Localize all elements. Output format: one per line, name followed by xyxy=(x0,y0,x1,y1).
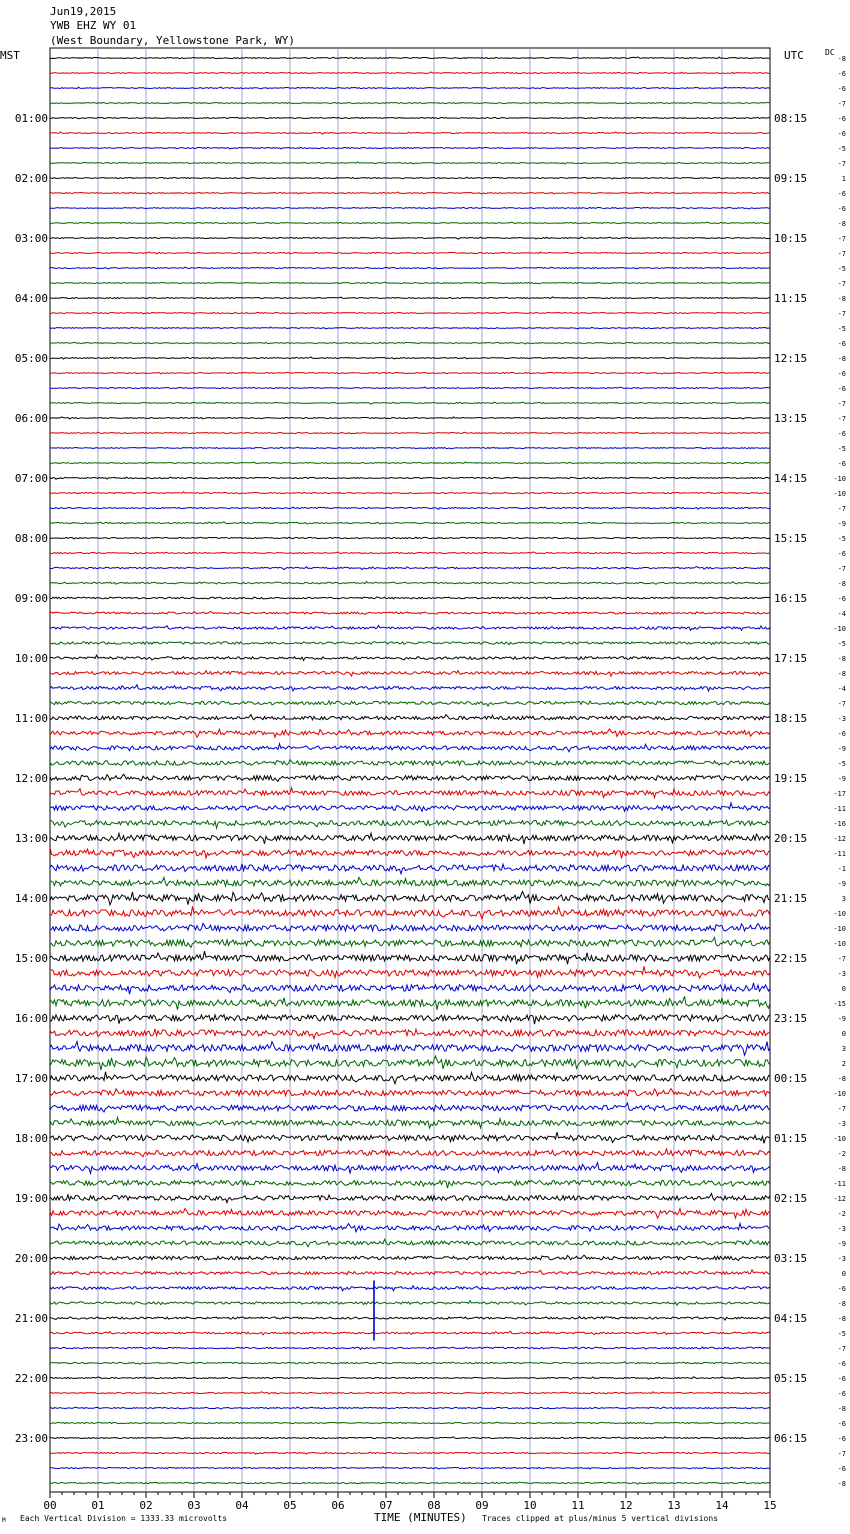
mst-hour-label: 15:00 xyxy=(14,952,48,965)
seismic-trace xyxy=(50,966,770,978)
mst-hour-label: 17:00 xyxy=(14,1072,48,1085)
seismic-trace xyxy=(50,117,770,118)
seismic-trace xyxy=(50,923,770,931)
dc-offset-value: 3 xyxy=(841,1045,846,1053)
x-tick-label: 13 xyxy=(667,1499,681,1512)
dc-offset-value: -8 xyxy=(837,355,846,363)
dc-offset-value: -8 xyxy=(837,1315,846,1323)
dc-offset-value: -6 xyxy=(837,85,846,93)
dc-offset-value: -10 xyxy=(833,1135,846,1143)
x-tick-label: 15 xyxy=(763,1499,777,1512)
seismic-trace xyxy=(50,1347,770,1350)
seismic-trace xyxy=(50,462,770,464)
seismic-trace xyxy=(50,1132,770,1143)
seismic-trace xyxy=(50,72,770,74)
utc-hour-label: 08:15 xyxy=(774,112,808,125)
seismic-trace xyxy=(50,951,770,964)
dc-offset-value: -8 xyxy=(837,1480,846,1488)
seismic-trace xyxy=(50,537,770,539)
mst-hour-label: 09:00 xyxy=(14,592,48,605)
x-tick-label: 03 xyxy=(187,1499,201,1512)
seismic-trace xyxy=(50,877,770,886)
mst-hour-label: 13:00 xyxy=(14,832,48,845)
dc-offset-value: -6 xyxy=(837,550,846,558)
dc-offset-value: -9 xyxy=(837,1240,846,1248)
dc-offset-value: -11 xyxy=(833,1180,846,1188)
seismic-trace xyxy=(50,642,770,645)
seismic-trace xyxy=(50,715,770,720)
x-tick-label: 06 xyxy=(331,1499,345,1512)
dc-offset-value: -7 xyxy=(837,235,846,243)
dc-offset-value: -6 xyxy=(837,1375,846,1383)
dc-offset-value: -6 xyxy=(837,1360,846,1368)
dc-offset-value: 3 xyxy=(841,895,846,903)
x-tick-label: 05 xyxy=(283,1499,297,1512)
seismic-trace xyxy=(50,177,770,179)
seismic-trace xyxy=(50,1467,770,1469)
seismic-trace xyxy=(50,552,770,554)
seismic-trace xyxy=(50,387,770,388)
seismic-trace xyxy=(50,192,770,194)
utc-hour-label: 14:15 xyxy=(774,472,808,485)
seismic-trace xyxy=(50,803,770,812)
dc-offset-value: 1 xyxy=(841,175,846,183)
seismic-trace xyxy=(50,237,770,239)
dc-offset-value: -3 xyxy=(837,1255,846,1263)
mst-hour-label: 20:00 xyxy=(14,1252,48,1265)
seismic-trace xyxy=(50,507,770,509)
seismic-trace xyxy=(50,312,770,314)
dc-offset-value: -6 xyxy=(837,115,846,123)
mst-hour-label: 10:00 xyxy=(14,652,48,665)
seismic-trace xyxy=(50,402,770,404)
utc-hour-label: 21:15 xyxy=(774,892,808,905)
mst-hour-label: 06:00 xyxy=(14,412,48,425)
seismic-trace xyxy=(50,612,770,615)
x-tick-label: 11 xyxy=(571,1499,585,1512)
mst-hour-label: 19:00 xyxy=(14,1192,48,1205)
dc-offset-value: -6 xyxy=(837,1465,846,1473)
seismic-trace xyxy=(50,1223,770,1231)
seismic-trace xyxy=(50,1392,770,1394)
mst-hour-label: 05:00 xyxy=(14,352,48,365)
corner-mark: M xyxy=(2,1517,6,1524)
seismic-trace xyxy=(50,567,770,570)
seismic-trace xyxy=(50,1149,770,1157)
seismic-trace xyxy=(50,103,770,104)
seismic-trace xyxy=(50,342,770,344)
seismic-trace xyxy=(50,372,770,374)
dc-offset-value: -7 xyxy=(837,310,846,318)
dc-offset-value: -8 xyxy=(837,580,846,588)
seismic-trace xyxy=(50,1286,770,1291)
dc-offset-value: -6 xyxy=(837,595,846,603)
seismic-trace xyxy=(50,625,770,630)
mst-hour-label: 02:00 xyxy=(14,172,48,185)
seismic-trace xyxy=(50,1117,770,1128)
dc-offset-value: -9 xyxy=(837,745,846,753)
seismic-trace xyxy=(50,1377,770,1379)
seismic-trace xyxy=(50,1056,770,1070)
dc-offset-value: -6 xyxy=(837,190,846,198)
seismic-trace xyxy=(50,906,770,919)
x-tick-label: 12 xyxy=(619,1499,633,1512)
seismic-trace xyxy=(50,864,770,874)
clip-note: Traces clipped at plus/minus 5 vertical divisions xyxy=(482,1514,719,1523)
utc-hour-label: 04:15 xyxy=(774,1312,808,1325)
dc-offset-value: -7 xyxy=(837,280,846,288)
mst-hour-label: 12:00 xyxy=(14,772,48,785)
dc-offset-value: -5 xyxy=(837,760,846,768)
dc-offset-value: -6 xyxy=(837,205,846,213)
seismic-trace xyxy=(50,847,770,858)
mst-hour-label: 11:00 xyxy=(14,712,48,725)
seismic-trace xyxy=(50,162,770,164)
dc-offset-value: -9 xyxy=(837,520,846,528)
seismic-trace xyxy=(50,1042,770,1056)
seismic-trace xyxy=(50,1072,770,1084)
seismic-trace xyxy=(50,1255,770,1260)
seismic-trace xyxy=(50,1270,770,1275)
dc-offset-value: -11 xyxy=(833,805,846,813)
dc-offset-value: -5 xyxy=(837,145,846,153)
dc-offset-value: 0 xyxy=(841,985,846,993)
mst-hour-label: 22:00 xyxy=(14,1372,48,1385)
chart-date: Jun19,2015 xyxy=(50,5,117,18)
dc-offset-value: -7 xyxy=(837,505,846,513)
dc-offset-value: -10 xyxy=(833,940,846,948)
dc-offset-value: -7 xyxy=(837,160,846,168)
dc-offset-value: -8 xyxy=(837,220,846,228)
seismic-trace xyxy=(50,701,770,706)
seismic-trace xyxy=(50,597,770,599)
seismic-trace xyxy=(50,357,770,359)
seismic-trace xyxy=(50,1301,770,1306)
seismic-trace xyxy=(50,222,770,223)
seismic-trace xyxy=(50,1452,770,1454)
dc-offset-value: -12 xyxy=(833,835,846,843)
dc-offset-value: -3 xyxy=(837,1225,846,1233)
dc-offset-value: -6 xyxy=(837,370,846,378)
seismic-trace xyxy=(50,522,770,524)
seismic-trace xyxy=(50,417,770,419)
x-tick-label: 00 xyxy=(43,1499,57,1512)
seismic-trace xyxy=(50,327,770,329)
seismic-trace xyxy=(50,1194,770,1203)
utc-hour-label: 01:15 xyxy=(774,1132,808,1145)
utc-hour-label: 16:15 xyxy=(774,592,808,605)
dc-offset-value: -8 xyxy=(837,1405,846,1413)
seismic-trace xyxy=(50,892,770,905)
utc-hour-label: 11:15 xyxy=(774,292,808,305)
dc-offset-value: 0 xyxy=(841,1030,846,1038)
dc-offset-value: -11 xyxy=(833,850,846,858)
seismic-trace xyxy=(50,147,770,149)
x-tick-label: 14 xyxy=(715,1499,729,1512)
x-tick-label: 10 xyxy=(523,1499,537,1512)
dc-offset-value: -6 xyxy=(837,340,846,348)
dc-offset-value: -5 xyxy=(837,1330,846,1338)
seismic-trace xyxy=(50,937,770,947)
dc-offset-value: -3 xyxy=(837,970,846,978)
dc-offset-value: -6 xyxy=(837,1285,846,1293)
utc-hour-label: 05:15 xyxy=(774,1372,808,1385)
seismic-trace xyxy=(50,820,770,828)
dc-offset-value: -10 xyxy=(833,1090,846,1098)
seismic-trace xyxy=(50,671,770,677)
dc-offset-value: -10 xyxy=(833,475,846,483)
seismic-trace xyxy=(50,582,770,585)
dc-offset-value: -7 xyxy=(837,415,846,423)
dc-offset-value: -7 xyxy=(837,955,846,963)
dc-offset-value: 0 xyxy=(841,1270,846,1278)
dc-offset-value: -5 xyxy=(837,535,846,543)
utc-hour-label: 09:15 xyxy=(774,172,808,185)
dc-offset-value: -8 xyxy=(837,295,846,303)
mst-hour-label: 23:00 xyxy=(14,1432,48,1445)
dc-offset-header: DC xyxy=(825,48,835,57)
seismic-trace xyxy=(50,1029,770,1039)
dc-offset-value: -6 xyxy=(837,730,846,738)
seismic-trace xyxy=(50,1482,770,1484)
dc-offset-value: -9 xyxy=(837,775,846,783)
scale-note: Each Vertical Division = 1333.33 microvolts xyxy=(20,1514,228,1523)
dc-offset-value: -6 xyxy=(837,460,846,468)
dc-offset-value: -1 xyxy=(837,865,846,873)
dc-offset-value: -2 xyxy=(837,1150,846,1158)
dc-offset-value: -7 xyxy=(837,700,846,708)
seismic-trace xyxy=(50,87,770,89)
x-tick-label: 08 xyxy=(427,1499,441,1512)
seismic-trace xyxy=(50,1209,770,1219)
dc-offset-value: -4 xyxy=(837,685,846,693)
utc-hour-label: 12:15 xyxy=(774,352,808,365)
seismic-trace xyxy=(50,1239,770,1247)
seismic-trace xyxy=(50,1362,770,1365)
seismic-trace xyxy=(50,132,770,134)
mst-hour-label: 07:00 xyxy=(14,472,48,485)
dc-offset-value: -6 xyxy=(837,1390,846,1398)
seismic-trace xyxy=(50,1015,770,1024)
dc-offset-value: -8 xyxy=(837,1165,846,1173)
seismic-trace xyxy=(50,760,770,766)
seismic-trace xyxy=(50,252,770,254)
seismic-trace xyxy=(50,1437,770,1439)
dc-offset-value: -6 xyxy=(837,1420,846,1428)
dc-offset-value: -7 xyxy=(837,100,846,108)
mst-hour-label: 01:00 xyxy=(14,112,48,125)
dc-offset-value: -2 xyxy=(837,1210,846,1218)
mst-hour-label: 08:00 xyxy=(14,532,48,545)
x-tick-label: 07 xyxy=(379,1499,393,1512)
seismic-trace xyxy=(50,57,770,59)
seismic-trace xyxy=(50,685,770,691)
dc-offset-value: -4 xyxy=(837,610,846,618)
station-code: YWB EHZ WY 01 xyxy=(50,19,137,32)
seismic-trace xyxy=(50,996,770,1010)
dc-offset-value: -5 xyxy=(837,265,846,273)
utc-hour-label: 03:15 xyxy=(774,1252,808,1265)
utc-hour-label: 17:15 xyxy=(774,652,808,665)
dc-offset-value: 2 xyxy=(841,1060,846,1068)
mst-hour-label: 14:00 xyxy=(14,892,48,905)
seismic-trace xyxy=(50,477,770,479)
seismic-trace xyxy=(50,1103,770,1112)
seismic-trace xyxy=(50,774,770,781)
dc-offset-value: -10 xyxy=(833,910,846,918)
dc-offset-value: -7 xyxy=(837,400,846,408)
seismic-trace xyxy=(50,1180,770,1188)
seismic-trace xyxy=(50,833,770,844)
mst-hour-label: 04:00 xyxy=(14,292,48,305)
dc-offset-value: -3 xyxy=(837,1120,846,1128)
dc-offset-value: -17 xyxy=(833,790,846,798)
seismic-trace xyxy=(50,267,770,269)
dc-offset-value: -15 xyxy=(833,1000,846,1008)
dc-offset-value: -5 xyxy=(837,640,846,648)
seismic-trace xyxy=(50,1316,770,1320)
seismic-trace xyxy=(50,1331,770,1335)
seismic-trace xyxy=(50,655,770,660)
dc-offset-value: -16 xyxy=(833,820,846,828)
seismic-trace xyxy=(50,492,770,494)
seismic-trace xyxy=(50,207,770,209)
x-tick-label: 09 xyxy=(475,1499,489,1512)
dc-offset-value: -6 xyxy=(837,130,846,138)
mst-hour-label: 18:00 xyxy=(14,1132,48,1145)
seismic-trace xyxy=(50,983,770,994)
utc-zone-label: UTC xyxy=(784,49,804,62)
dc-offset-value: -7 xyxy=(837,565,846,573)
dc-offset-value: -6 xyxy=(837,385,846,393)
dc-offset-value: -8 xyxy=(837,670,846,678)
seismic-trace xyxy=(50,729,770,737)
dc-offset-value: -5 xyxy=(837,445,846,453)
dc-offset-value: -6 xyxy=(837,430,846,438)
x-tick-label: 01 xyxy=(91,1499,105,1512)
utc-hour-label: 10:15 xyxy=(774,232,808,245)
station-location: (West Boundary, Yellowstone Park, WY) xyxy=(50,34,296,47)
seismic-trace xyxy=(50,1407,770,1409)
dc-offset-value: -10 xyxy=(833,925,846,933)
dc-offset-value: -8 xyxy=(837,655,846,663)
utc-hour-label: 22:15 xyxy=(774,952,808,965)
utc-hour-label: 18:15 xyxy=(774,712,808,725)
dc-offset-value: -7 xyxy=(837,1450,846,1458)
utc-hour-label: 13:15 xyxy=(774,412,808,425)
utc-hour-label: 02:15 xyxy=(774,1192,808,1205)
utc-hour-label: 19:15 xyxy=(774,772,808,785)
dc-offset-value: -6 xyxy=(837,1435,846,1443)
dc-offset-value: -7 xyxy=(837,1105,846,1113)
utc-hour-label: 15:15 xyxy=(774,532,808,545)
dc-offset-value: -5 xyxy=(837,325,846,333)
dc-offset-value: -12 xyxy=(833,1195,846,1203)
dc-offset-value: -7 xyxy=(837,250,846,258)
dc-offset-value: -9 xyxy=(837,1015,846,1023)
dc-offset-value: -10 xyxy=(833,490,846,498)
seismic-trace xyxy=(50,1163,770,1174)
utc-hour-label: 20:15 xyxy=(774,832,808,845)
x-axis-title: TIME (MINUTES) xyxy=(374,1511,467,1524)
x-tick-label: 02 xyxy=(139,1499,153,1512)
mst-hour-label: 03:00 xyxy=(14,232,48,245)
dc-offset-value: -6 xyxy=(837,70,846,78)
dc-offset-value: -8 xyxy=(837,1300,846,1308)
seismic-trace xyxy=(50,432,770,433)
x-tick-label: 04 xyxy=(235,1499,249,1512)
seismic-trace xyxy=(50,1089,770,1096)
dc-offset-value: -7 xyxy=(837,1345,846,1353)
seismic-trace xyxy=(50,297,770,299)
plot-frame xyxy=(50,48,770,1492)
seismic-trace xyxy=(50,282,770,284)
seismic-trace xyxy=(50,447,770,449)
dc-offset-value: -8 xyxy=(837,55,846,63)
utc-hour-label: 23:15 xyxy=(774,1012,808,1025)
dc-offset-value: -3 xyxy=(837,715,846,723)
mst-hour-label: 16:00 xyxy=(14,1012,48,1025)
seismic-trace xyxy=(50,1422,770,1424)
mst-hour-label: 21:00 xyxy=(14,1312,48,1325)
dc-offset-value: -8 xyxy=(837,1075,846,1083)
dc-offset-value: -9 xyxy=(837,880,846,888)
seismic-trace xyxy=(50,744,770,752)
utc-hour-label: 00:15 xyxy=(774,1072,808,1085)
seismic-trace xyxy=(50,788,770,798)
utc-hour-label: 06:15 xyxy=(774,1432,808,1445)
mst-zone-label: MST xyxy=(0,49,20,62)
dc-offset-value: -10 xyxy=(833,625,846,633)
